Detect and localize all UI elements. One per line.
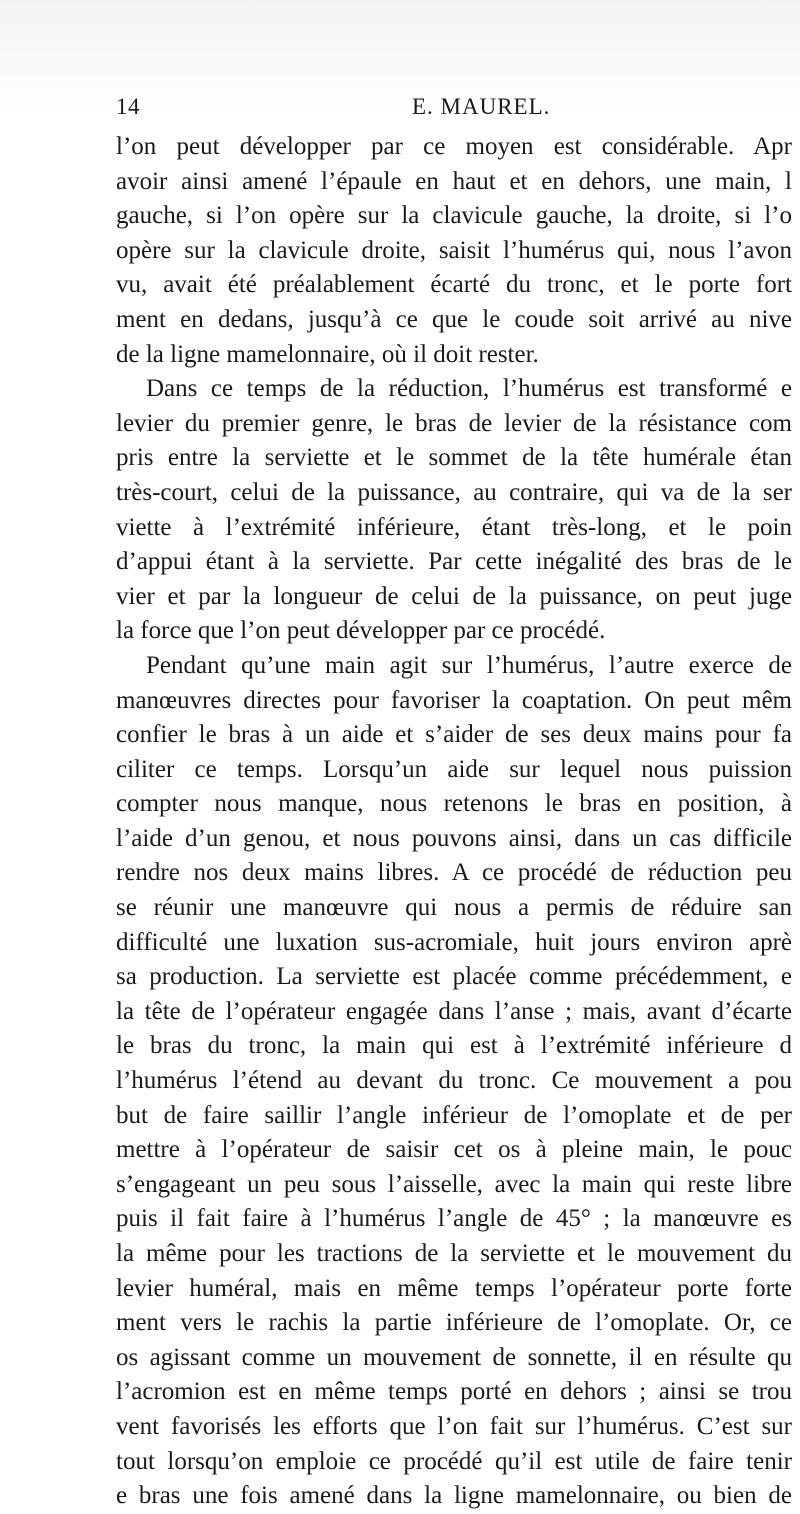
text-line: l’humérus l’étend au devant du tronc. Ce mouvement a pou (116, 1067, 792, 1095)
text-line: difficulté une luxation sus-acromiale, huit jours environ aprè (116, 928, 792, 956)
text-line: le bras du tronc, la main qui est à l’extrémité inférieure d (116, 1032, 792, 1060)
text-line: de la ligne mamelonnaire, où il doit rester. (116, 340, 539, 368)
text-line: vier et par la longueur de celui de la puissance, on peut juge (116, 582, 792, 610)
text-line: la force que l’on peut développer par ce procédé. (116, 617, 606, 645)
text-line: but de faire saillir l’angle inférieur de l’omoplate et de per (116, 1101, 792, 1129)
page-number: 14 (116, 94, 140, 119)
text-line: manœuvres directes pour favoriser la coaptation. On peut mêm (116, 686, 792, 714)
text-line: confier le bras à un aide et s’aider de ses deux mains pour fa (116, 721, 792, 749)
text-line: l’acromion est en même temps porté en dehors ; ainsi se trou (116, 1378, 792, 1406)
text-line: l’aide d’un genou, et nous pouvons ainsi, dans un cas difficile (116, 824, 792, 852)
text-line: levier huméral, mais en même temps l’opérateur porte forte (116, 1274, 792, 1302)
text-line: vu, avait été préalablement écarté du tronc, et le porte fort (116, 271, 792, 299)
text-line: pris entre la serviette et le sommet de la tête humérale étan (116, 444, 792, 472)
text-line: levier du premier genre, le bras de levier de la résistance com (116, 409, 792, 437)
text-line: avoir ainsi amené l’épaule en haut et en dehors, une main, l (116, 167, 792, 195)
text-line: se réunir une manœuvre qui nous a permis de réduire san (116, 894, 792, 922)
text-line: ciliter ce temps. Lorsqu’un aide sur lequel nous puission (116, 755, 792, 783)
text-line: vent favorisés les efforts que l’on fait sur l’humérus. C’est sur (116, 1412, 792, 1440)
text-line: tout lorsqu’on emploie ce procédé qu’il est utile de faire tenir (116, 1447, 792, 1475)
text-line: puis il fait faire à l’humérus l’angle de 45° ; la manœuvre es (116, 1205, 792, 1233)
text-line: s’engageant un peu sous l’aisselle, avec la main qui reste libre (116, 1170, 792, 1198)
text-line: viette à l’extrémité inférieure, étant très-long, et le poin (116, 513, 792, 541)
page-header (116, 94, 800, 124)
text-line: la même pour les tractions de la serviette et le mouvement du (116, 1240, 792, 1267)
text-line: compter nous manque, nous retenons le bras en position, à (116, 790, 792, 818)
text-line: l’on peut développer par ce moyen est considérable. Apr (116, 133, 792, 160)
body-text (116, 130, 800, 1510)
text-line: gauche, si l’on opère sur la clavicule gauche, la droite, si l’o (116, 202, 792, 230)
text-line: ment en dedans, jusqu’à ce que le coude soit arrivé au nive (116, 305, 792, 333)
running-head: E. MAUREL. (412, 94, 551, 119)
text-line: mettre à l’opérateur de saisir cet os à pleine main, le pouc (116, 1136, 792, 1164)
text-line: sa production. La serviette est placée comme précédemment, e (116, 963, 792, 991)
text-line: Dans ce temps de la réduction, l’humérus est transformé e (146, 375, 792, 403)
text-line: rendre nos deux mains libres. A ce procédé de réduction peu (116, 859, 792, 887)
text-line: d’appui étant à la serviette. Par cette inégalité des bras de le (116, 548, 792, 576)
text-line: ment vers le rachis la partie inférieure de l’omoplate. Or, ce (116, 1309, 792, 1337)
text-line: très-court, celui de la puissance, au contraire, qui va de la ser (116, 478, 792, 506)
text-line: opère sur la clavicule droite, saisit l’humérus qui, nous l’avon (116, 236, 792, 264)
text-line: os agissant comme un mouvement de sonnette, il en résulte qu (116, 1343, 792, 1371)
text-line: e bras une fois amené dans la ligne mamelonnaire, ou bien de (116, 1482, 792, 1510)
text-line: Pendant qu’une main agit sur l’humérus, l’autre exerce de (146, 651, 792, 679)
text-line: la tête de l’opérateur engagée dans l’anse ; mais, avant d’écarte (116, 997, 792, 1025)
